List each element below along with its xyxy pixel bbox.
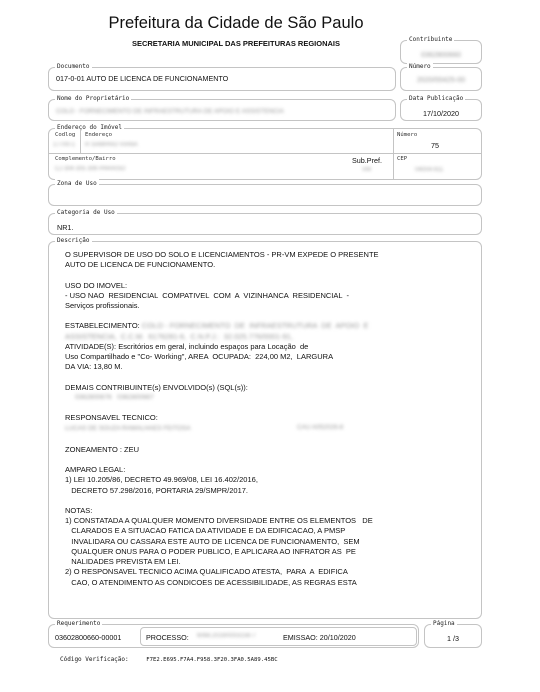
spacer (65, 311, 440, 321)
numero-label: Número (397, 132, 418, 138)
descricao-zoneamento: ZONEAMENTO : ZEU (65, 444, 140, 454)
resp-tecnico-name: LUCAS DE SOUZA RAMALHAES FEITOSA (65, 425, 191, 433)
verificacao-label: Código Verificação: (60, 656, 129, 663)
requerimento-section (48, 620, 419, 648)
documento-field (48, 63, 396, 91)
proprietario-label: Nome do Proprietário (57, 95, 130, 102)
processo-box (140, 627, 417, 646)
pagina-field (424, 620, 482, 648)
demais-label: DEMAIS CONTRIBUINTE(s) ENVOLVIDO(s) (SQL(s)): (65, 382, 248, 392)
numero-doc-value: 2020/00425-00 (416, 75, 466, 84)
codlog-label: Codlog (55, 132, 76, 138)
subpref-value: VM (362, 167, 371, 173)
proprietario-field (48, 95, 396, 121)
spacer (65, 435, 440, 445)
documento-label: Documento (57, 63, 90, 70)
endereco-section (48, 124, 482, 180)
estab-label: ESTABELECIMENTO: (65, 321, 142, 331)
verificacao-line (60, 656, 278, 663)
verificacao-value: F7E2.E695.F7A4.F958.3F20.3FA0.5A89.45BC (146, 657, 278, 663)
numero-value: 75 (431, 141, 439, 150)
zona-uso-label: Zona de Uso (57, 180, 97, 187)
demais-value: 0362800676 0362800667 (75, 393, 154, 401)
cep-value: 04004-911 (415, 167, 444, 173)
descricao-estabelecimento (65, 321, 440, 331)
descricao-body (65, 250, 440, 588)
endereco-divider (49, 153, 481, 154)
categoria-uso-value: NR1. (57, 223, 74, 232)
descricao-uso-imovel: USO DO IMOVEL: - USO NAO RESIDENCIAL COMPATIVEL COM A VIZINHANCA RESIDENCIAL - Serviços profissionais. (65, 280, 349, 311)
spacer (65, 372, 440, 382)
resp-tecnico-label: RESPONSAVEL TECNICO: (65, 413, 158, 423)
endereco-value: R SAMPAIO VIANA (85, 142, 138, 148)
categoria-uso-field (48, 209, 482, 235)
descricao-notas: NOTAS: 1) CONSTATADA A QUALQUER MOMENTO DIVERSIDADE ENTRE OS ELEMENTOS DE CLARADOS E A SITUACAO FATICA DA ATIVIDADE E DA EDIFICACAO, A PMSP INVALIDARA OU CASSARA ESTE AUTO DE LICENCA DE FUNCIONAMENTO, SEM QUALQUER ONUS PARA O PODER PUBLICO, E APLICARA AO INFRATOR AS PE NALIDADES PREVISTA EM LEI. 2) O RESPONSAVEL TECNICO ACIMA QUALIFICADO ATESTA, PARA A EDIFICA CAO, O ATENDIMENTO AS CONDICOES DE ACESSIBILIDADE, AS REGRAS ESTA (65, 506, 373, 587)
spacer (65, 455, 440, 465)
page-title: Prefeitura da Cidade de São Paulo (108, 14, 364, 32)
codlog-value: 17700-1 (53, 142, 76, 148)
estab-ids: ASSISTENCIA, C.C.M. 6176281-6, C.N.P.J.: 32.025.776/0001-91, (65, 331, 293, 341)
spacer (65, 403, 440, 413)
cep-label: CEP (397, 156, 408, 162)
resp-tecnico-value (65, 423, 440, 434)
contribuinte-value: 0362800660 (421, 50, 461, 59)
endereco-label: Endereço do Imóvel (57, 124, 123, 131)
requerimento-value: 03602800660-00001 (55, 633, 122, 642)
emissao-value: EMISSAO: 20/10/2020 (283, 633, 356, 642)
spacer (65, 270, 440, 280)
descricao-intro: O SUPERVISOR DE USO DO SOLO E LICENCIAMENTOS - PR-VM EXPEDE O PRESENTE AUTO DE LICENCA DE FUNCIONAMENTO. (65, 250, 379, 270)
descricao-label: Descrição (57, 237, 90, 244)
complemento-value: CJ 304 305 306 PARAISO (55, 166, 126, 172)
processo-value: 6068.2019/0003156-7 (197, 633, 256, 639)
pagina-label: Página (433, 620, 455, 627)
zona-uso-field (48, 180, 482, 206)
endereco-sub-label: Endereço (85, 132, 112, 138)
data-publicacao-field (400, 95, 482, 121)
data-publicacao-label: Data Publicação (409, 95, 464, 102)
documento-value: 017-0-01 AUTO DE LICENCA DE FUNCIONAMENTO (56, 74, 229, 83)
subpref-label: Sub.Pref. (352, 156, 382, 165)
endereco-vline-2 (393, 129, 394, 179)
descricao-amparo-legal: AMPARO LEGAL: 1) LEI 10.205/86, DECRETO 49.969/08, LEI 16.402/2016, DECRETO 57.298/2016, PORTARIA 29/SMPR/2017. (65, 465, 258, 495)
numero-doc-label: Número (409, 63, 431, 70)
pagina-value: 1 /3 (447, 634, 459, 643)
endereco-vline-1 (80, 129, 81, 153)
contribuinte-label: Contribuinte (409, 36, 453, 43)
proprietario-value: COLO - FORNECIMENTO DE INFRAESTRUTURA DE APOIO E ASSISTENCIA (56, 108, 284, 115)
spacer (65, 496, 440, 506)
estab-name: COLO - FORNECIMENTO DE INFRAESTRUTURA DE APOIO E (141, 321, 369, 331)
descricao-section (48, 237, 482, 619)
contribuinte-field (400, 36, 482, 64)
numero-doc-field (400, 63, 482, 91)
resp-tecnico-cau: CAU A052026-8 (297, 424, 344, 432)
page-subtitle: SECRETARIA MUNICIPAL DAS PREFEITURAS REGIONAIS (131, 39, 341, 48)
requerimento-label: Requerimento (57, 620, 101, 627)
categoria-uso-label: Categoria de Uso (57, 209, 115, 216)
complemento-label: Complemento/Bairro (55, 156, 116, 162)
descricao-atividades: ATIVIDADE(S): Escritórios em geral, incluindo espaços para Locação de Uso Compartilhado e "Co- Working", AREA OCUPADA: 224,00 M2, LARGURA DA VIA: 13,80 M. (65, 341, 334, 372)
data-publicacao-value: 17/10/2020 (423, 109, 459, 118)
processo-label: PROCESSO: (146, 633, 189, 642)
